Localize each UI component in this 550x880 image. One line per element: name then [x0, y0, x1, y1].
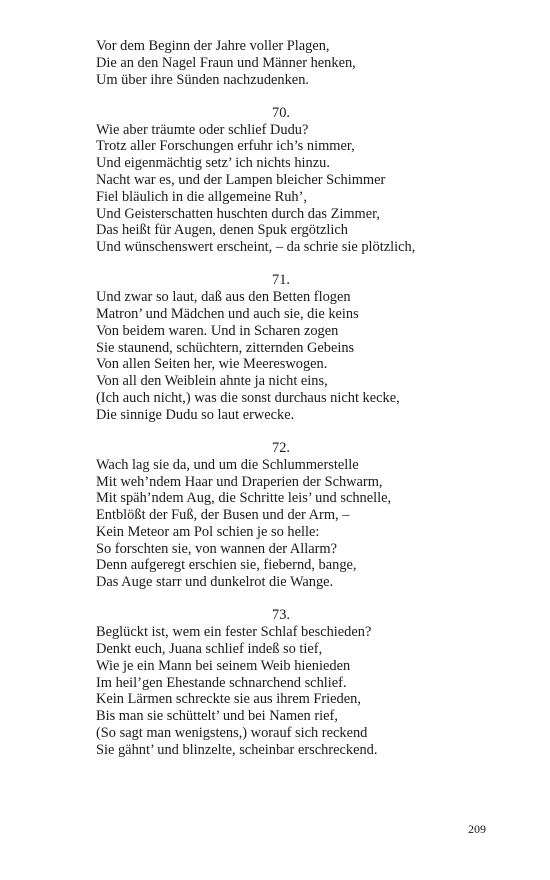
- stanza-number: 70.: [272, 104, 290, 121]
- stanza-70: [96, 105, 496, 256]
- verse-line: Entblößt der Fuß, der Busen und der Arm, –: [96, 507, 350, 524]
- verse-line: Die an den Nagel Fraun und Männer henken,: [96, 54, 356, 71]
- verse-line: Fiel bläulich in die allgemeine Ruh’,: [96, 188, 308, 205]
- verse-line: Sie staunend, schüchtern, zitternden Gebeins: [96, 339, 355, 356]
- verse-line: Und zwar so laut, daß aus den Betten flogen: [96, 289, 351, 306]
- verse-line: Nacht war es, und der Lampen bleicher Schimmer: [96, 171, 386, 188]
- verse-line: Von beidem waren. Und in Scharen zogen: [96, 322, 339, 339]
- verse-line: Matron’ und Mädchen und auch sie, die keins: [96, 305, 359, 322]
- verse-line: Denn aufgeregt erschien sie, fiebernd, bange,: [96, 557, 357, 574]
- verse-line: Im heil’gen Ehestande schnarchend schlief.: [96, 674, 347, 691]
- verse-line: Sie gähnt’ und blinzelte, scheinbar erschreckend.: [96, 741, 378, 758]
- verse-line: Kein Lärmen schreckte sie aus ihrem Frieden,: [96, 691, 361, 708]
- verse-line: Das heißt für Augen, denen Spuk ergötzlich: [96, 222, 348, 239]
- verse-line: Bis man sie schüttelt’ und bei Namen rief,: [96, 708, 338, 725]
- verse-line: Kein Meteor am Pol schien je so helle:: [96, 523, 320, 540]
- verse-line: Von all den Weiblein ahnte ja nicht eins,: [96, 373, 328, 390]
- verse-line: Und eigenmächtig setz’ ich nichts hinzu.: [96, 155, 330, 172]
- verse-line: Denkt euch, Juana schlief indeß so tief,: [96, 641, 323, 658]
- verse-line: Wie je ein Mann bei seinem Weib hienieden: [96, 657, 351, 674]
- verse-line: Wie aber träumte oder schlief Dudu?: [96, 121, 309, 138]
- verse-line: Vor dem Beginn der Jahre voller Plagen,: [96, 38, 330, 54]
- stanza-number: 72.: [272, 439, 290, 456]
- stanza-73: [96, 607, 496, 758]
- verse-line: Mit weh’ndem Haar und Draperien der Schwarm,: [96, 473, 383, 490]
- poem-page: [96, 38, 496, 759]
- verse-line: Und Geisterschatten huschten durch das Zimmer,: [96, 205, 380, 222]
- verse-line: So forschten sie, von wannen der Allarm?: [96, 540, 337, 557]
- stanza-72: [96, 440, 496, 591]
- page-number: 209: [468, 822, 486, 836]
- verse-line: Um über ihre Sünden nachzudenken.: [96, 71, 309, 88]
- verse-line: (Ich auch nicht,) was die sonst durchaus nicht kecke,: [96, 389, 400, 406]
- verse-line: Wach lag sie da, und um die Schlummerstelle: [96, 456, 359, 473]
- stanza-number: 71.: [272, 272, 290, 289]
- stanza-number: 73.: [272, 607, 290, 624]
- verse-line: Die sinnige Dudu so laut erwecke.: [96, 406, 295, 423]
- verse-line: Das Auge starr und dunkelrot die Wange.: [96, 574, 334, 591]
- opening-lines: [96, 38, 496, 88]
- verse-line: Mit späh’ndem Aug, die Schritte leis’ und schnelle,: [96, 490, 392, 507]
- stanza-71: [96, 272, 496, 423]
- verse-line: Von allen Seiten her, wie Meereswogen.: [96, 356, 328, 373]
- verse-line: Und wünschenswert erscheint, – da schrie sie plötzlich,: [96, 239, 416, 256]
- verse-line: Trotz aller Forschungen erfuhr ich’s nimmer,: [96, 138, 355, 155]
- verse-line: (So sagt man wenigstens,) worauf sich reckend: [96, 725, 368, 742]
- verse-line: Beglückt ist, wem ein fester Schlaf beschieden?: [96, 624, 372, 641]
